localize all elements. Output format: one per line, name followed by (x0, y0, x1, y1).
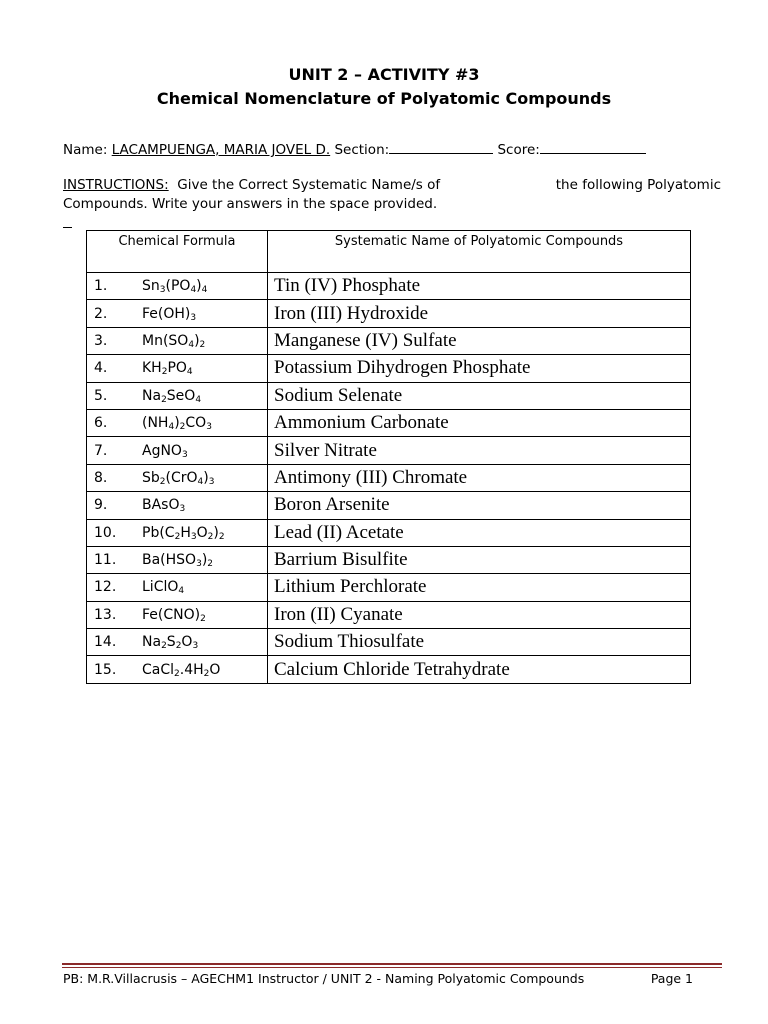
formula-cell (87, 629, 268, 656)
row-number: 12. (94, 579, 117, 596)
formula-text: O (196, 524, 208, 541)
formula-subscript: 2 (199, 339, 206, 350)
formula-subscript: 2 (207, 531, 214, 542)
table-row (87, 519, 691, 546)
row-number: 14. (94, 634, 117, 651)
formula-subscript: 3 (181, 449, 188, 460)
name-label: Name: (63, 142, 108, 158)
table-row (87, 409, 691, 436)
formula-subscript: 4 (188, 339, 195, 350)
formula-text: CO (185, 415, 207, 432)
formula-subscript: 4 (186, 367, 193, 378)
formula-cell (87, 574, 268, 601)
formula-text: O (181, 634, 193, 651)
formula-cell (87, 409, 268, 436)
formula-text: ) (201, 552, 208, 569)
instructions-text-1: Give the Correct Systematic Name/s of (177, 177, 441, 193)
table-row (87, 464, 691, 491)
page-footer (63, 971, 693, 986)
row-number: 13. (94, 606, 117, 623)
formula-text: Ba(HSO (142, 552, 197, 569)
instructions-text-2: the following Polyatomic (555, 177, 721, 193)
chemical-formula (142, 388, 201, 404)
row-number: 8. (94, 469, 108, 486)
formula-text: Fe(CNO) (142, 606, 201, 623)
row-number: 10. (94, 524, 117, 541)
activity-title: UNIT 2 – ACTIVITY #3 (288, 65, 480, 84)
table-header-row (87, 231, 691, 273)
formula-subscript: 3 (159, 285, 166, 296)
row-number: 5. (94, 387, 108, 404)
chemical-formula (142, 306, 196, 322)
formula-subscript: 2 (200, 613, 206, 624)
score-blank (540, 139, 646, 154)
chemical-formula (142, 360, 193, 376)
formula-subscript: 3 (190, 531, 197, 542)
formula-cell (87, 656, 268, 683)
instructions-line-1 (63, 176, 721, 195)
formula-text: ) (203, 469, 209, 486)
table-row (87, 437, 691, 464)
systematic-name-cell: Ammonium Carbonate (268, 409, 691, 436)
table-row (87, 574, 691, 601)
formula-text: SeO (166, 387, 196, 404)
formula-cell (87, 546, 268, 573)
systematic-name-cell: Manganese (IV) Sulfate (268, 327, 691, 354)
answer-table (86, 230, 691, 684)
student-info-line (63, 139, 723, 160)
chemical-formula (142, 662, 220, 678)
formula-subscript: 3 (192, 641, 199, 652)
header-systematic-name: Systematic Name of Polyatomic Compounds (268, 231, 691, 273)
row-number: 2. (94, 305, 108, 322)
formula-text: Na (142, 634, 162, 651)
systematic-name-cell: Lithium Perchlorate (268, 574, 691, 601)
formula-subscript: 2 (203, 668, 210, 679)
formula-subscript: 4 (197, 476, 204, 487)
row-number: 11. (94, 552, 117, 569)
table-row (87, 273, 691, 300)
formula-subscript: 4 (195, 394, 202, 405)
chemical-formula (142, 333, 205, 349)
formula-subscript: 2 (218, 531, 225, 542)
formula-subscript: 2 (161, 394, 167, 405)
name-value: LACAMPUENGA, MARIA JOVEL D. (111, 142, 331, 158)
formula-cell (87, 464, 268, 491)
activity-subtitle: Chemical Nomenclature of Polyatomic Compounds (156, 89, 612, 108)
row-number: 3. (94, 332, 108, 349)
row-number: 15. (94, 661, 117, 678)
footer-rule-thin (62, 967, 722, 968)
formula-cell (87, 300, 268, 327)
section-label: Section: (334, 142, 390, 158)
formula-subscript: 2 (175, 641, 182, 652)
stray-mark (63, 227, 72, 228)
chemical-formula (142, 497, 185, 513)
formula-subscript: 2 (174, 531, 181, 542)
formula-text: Fe(OH) (142, 305, 191, 322)
systematic-name-cell: Iron (II) Cyanate (268, 601, 691, 628)
formula-cell (87, 601, 268, 628)
formula-text: BAsO (142, 497, 180, 514)
row-number: 1. (94, 278, 108, 295)
formula-cell (87, 355, 268, 382)
formula-text: (CrO (165, 469, 198, 486)
formula-subscript: 3 (208, 476, 215, 487)
formula-text: (PO (165, 278, 191, 295)
formula-cell (87, 327, 268, 354)
formula-subscript: 2 (159, 476, 166, 487)
chemical-formula (142, 607, 206, 623)
row-number: 4. (94, 360, 108, 377)
formula-subscript: 4 (190, 285, 197, 296)
formula-text: Mn(SO (142, 332, 189, 349)
formula-text: .4H (179, 661, 204, 678)
instructions-line-2: Compounds. Write your answers in the space provided. (63, 196, 438, 212)
formula-text: CaCl (142, 661, 175, 678)
table-row (87, 382, 691, 409)
chemical-formula (142, 415, 212, 431)
formula-subscript: 2 (179, 422, 186, 433)
table-row (87, 492, 691, 519)
systematic-name-cell: Calcium Chloride Tetrahydrate (268, 656, 691, 683)
systematic-name-cell: Boron Arsenite (268, 492, 691, 519)
formula-cell (87, 492, 268, 519)
formula-subscript: 3 (206, 422, 212, 433)
systematic-name-cell: Silver Nitrate (268, 437, 691, 464)
systematic-name-cell: Potassium Dihydrogen Phosphate (268, 355, 691, 382)
formula-subscript: 2 (161, 641, 167, 652)
table-row (87, 355, 691, 382)
chemical-formula (142, 552, 213, 568)
systematic-name-cell: Barrium Bisulfite (268, 546, 691, 573)
systematic-name-cell: Iron (III) Hydroxide (268, 300, 691, 327)
formula-subscript: 4 (178, 586, 185, 597)
formula-subscript: 3 (179, 504, 186, 515)
chemical-formula (142, 470, 214, 486)
row-number: 7. (94, 442, 108, 459)
systematic-name-cell: Sodium Selenate (268, 382, 691, 409)
section-blank (389, 139, 493, 154)
page-number: Page 1 (650, 971, 693, 986)
table-row (87, 546, 691, 573)
formula-cell (87, 437, 268, 464)
formula-subscript: 2 (174, 668, 180, 679)
formula-text: ) (194, 332, 200, 349)
formula-text: ) (213, 524, 219, 541)
formula-text: Sb (142, 469, 160, 486)
footer-rule (62, 963, 722, 965)
table-row (87, 656, 691, 683)
formula-subscript: 4 (201, 285, 208, 296)
systematic-name-cell: Tin (IV) Phosphate (268, 273, 691, 300)
formula-text: S (166, 634, 176, 651)
instructions-label: INSTRUCTIONS: (63, 177, 169, 193)
chemical-formula (142, 525, 225, 541)
formula-subscript: 2 (161, 367, 168, 378)
chemical-formula (142, 579, 184, 595)
formula-text: H (180, 524, 191, 541)
row-number: 6. (94, 415, 108, 432)
systematic-name-cell: Antimony (III) Chromate (268, 464, 691, 491)
formula-text: ) (174, 415, 180, 432)
chemical-formula (142, 443, 188, 459)
formula-text: Na (142, 387, 162, 404)
formula-cell (87, 273, 268, 300)
formula-text: PO (167, 360, 187, 377)
formula-subscript: 3 (196, 559, 202, 570)
formula-subscript: 2 (207, 559, 214, 570)
header-chemical-formula: Chemical Formula (87, 231, 268, 273)
row-number: 9. (94, 497, 108, 514)
formula-text: O (209, 661, 221, 678)
formula-text: KH (142, 360, 162, 377)
formula-text: Sn (142, 278, 160, 295)
formula-text: AgNO (142, 442, 182, 459)
formula-subscript: 3 (190, 312, 197, 323)
formula-text: LiClO (142, 579, 179, 596)
table-row (87, 300, 691, 327)
systematic-name-cell: Lead (II) Acetate (268, 519, 691, 546)
formula-subscript: 4 (168, 422, 175, 433)
chemical-formula (142, 634, 198, 650)
systematic-name-cell: Sodium Thiosulfate (268, 629, 691, 656)
formula-text: ) (196, 278, 202, 295)
score-label: Score: (497, 142, 540, 158)
table-row (87, 629, 691, 656)
formula-cell (87, 519, 268, 546)
formula-cell (87, 382, 268, 409)
table-row (87, 601, 691, 628)
formula-text: Pb(C (142, 524, 175, 541)
table-row (87, 327, 691, 354)
formula-text: (NH (142, 415, 169, 432)
chemical-formula (142, 278, 207, 294)
footer-credit: PB: M.R.Villacrusis – AGECHM1 Instructor / UNIT 2 - Naming Polyatomic Compounds (63, 971, 585, 986)
